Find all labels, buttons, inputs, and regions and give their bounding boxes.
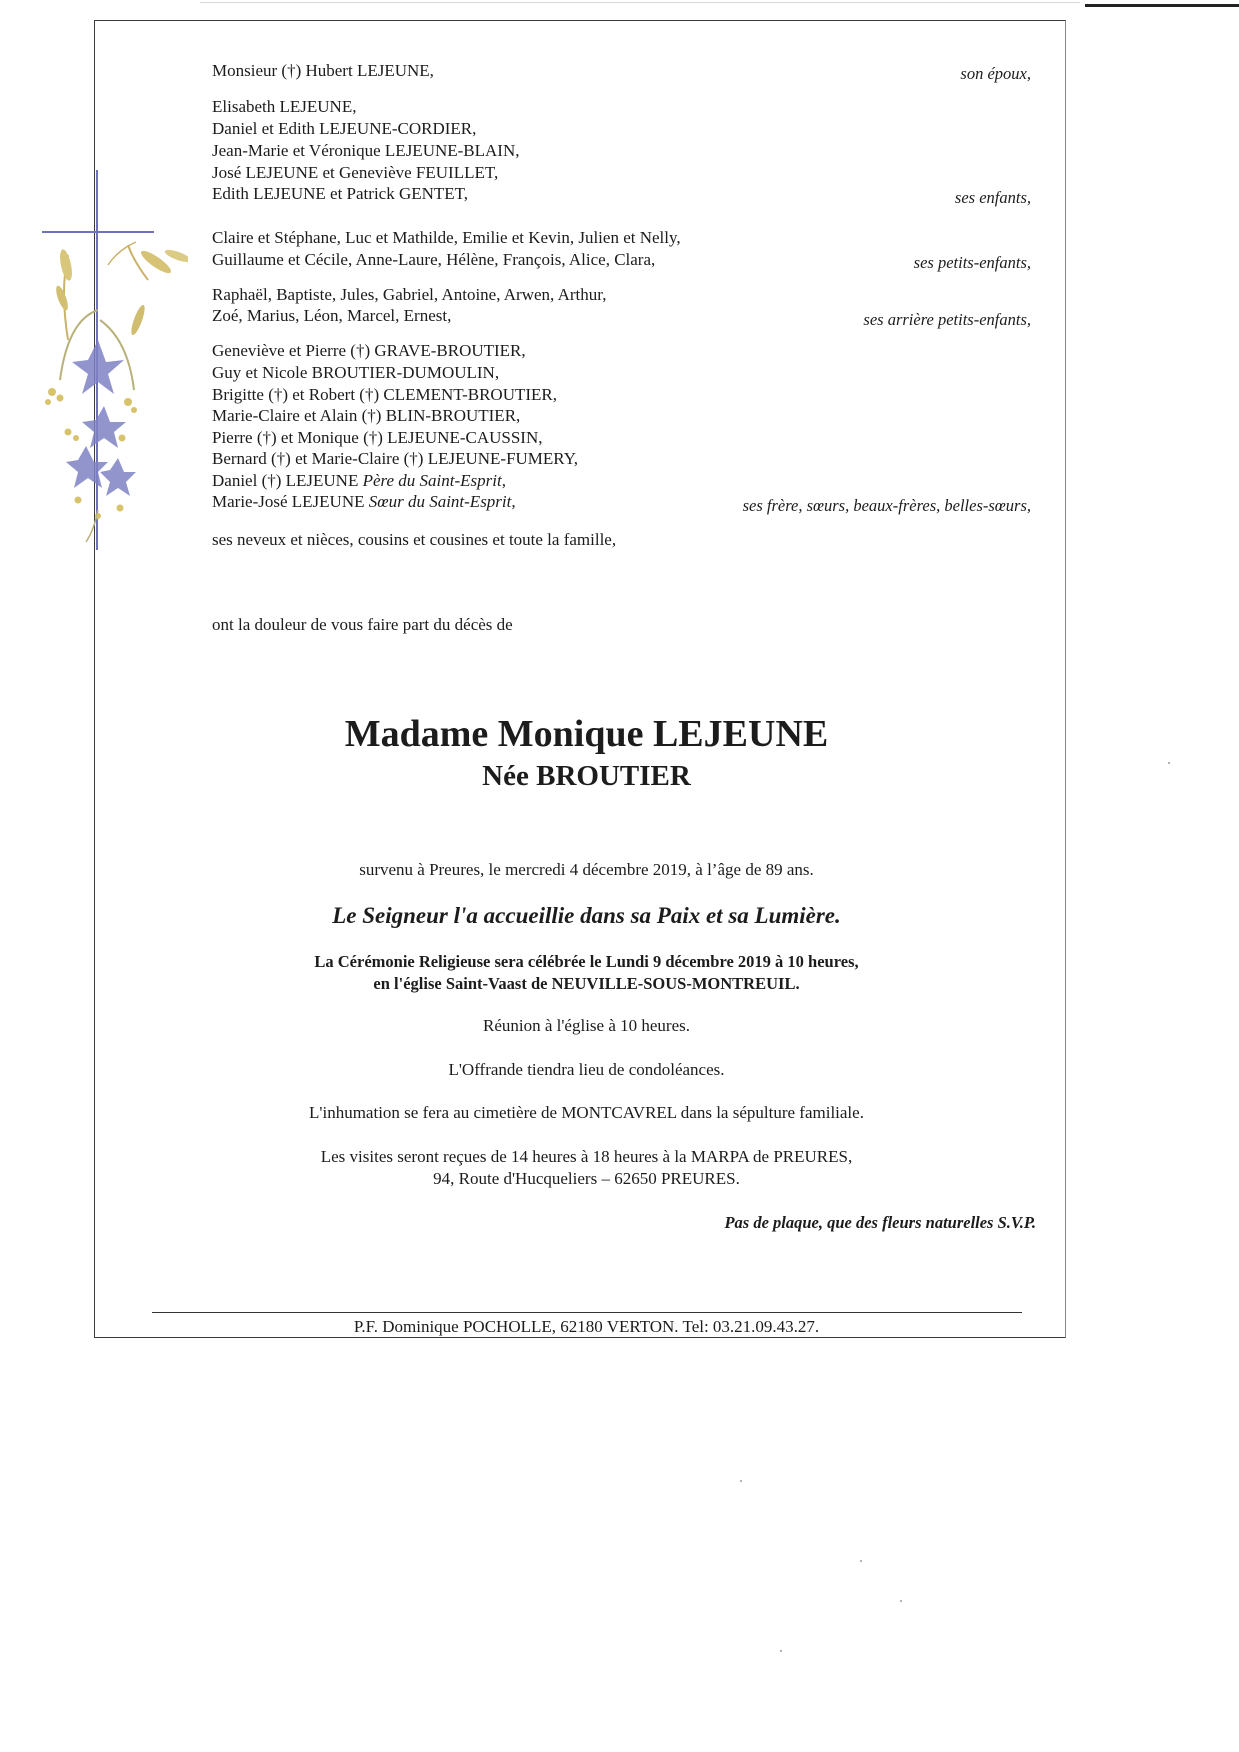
grandchildren-line: Guillaume et Cécile, Anne-Laure, Hélène, François, Alice, Clara, xyxy=(212,250,656,269)
great-grandchildren-line: Zoé, Marius, Léon, Marcel, Ernest, xyxy=(212,306,452,325)
burial-info: L'inhumation se fera au cimetière de MONTCAVREL dans la sépulture familiale. xyxy=(309,1103,864,1122)
grandchildren-label: ses petits-enfants, xyxy=(913,253,1031,272)
sibling-daniel-name: Daniel (†) LEJEUNE xyxy=(212,471,359,490)
sibling-line: Bernard (†) et Marie-Claire (†) LEJEUNE-FUMERY, xyxy=(212,449,579,468)
scan-speck xyxy=(780,1650,782,1652)
scan-speck xyxy=(740,1480,742,1482)
visits-line: Les visites seront reçues de 14 heures à 18 heures à la MARPA de PREURES, xyxy=(320,1147,853,1166)
children-label: ses enfants, xyxy=(954,188,1031,207)
scan-edge-line xyxy=(200,2,1080,3)
scan-speck xyxy=(1168,762,1170,764)
child-line: Elisabeth LEJEUNE, xyxy=(212,97,357,116)
grandchildren-line: Claire et Stéphane, Luc et Mathilde, Emilie et Kevin, Julien et Nelly, xyxy=(212,228,681,247)
obituary-card xyxy=(94,20,1066,1338)
deceased-maiden-name: Née BROUTIER xyxy=(482,760,691,792)
sibling-line: Geneviève et Pierre (†) GRAVE-BROUTIER, xyxy=(212,341,526,360)
great-grandchildren-line: Raphaël, Baptiste, Jules, Gabriel, Antoine, Arwen, Arthur, xyxy=(212,285,607,304)
child-line: Daniel et Edith LEJEUNE-CORDIER, xyxy=(212,119,477,138)
sibling-line-mariejose xyxy=(212,491,516,513)
flowers-note: Pas de plaque, que des fleurs naturelles S.V.P. xyxy=(724,1213,1036,1232)
sibling-line: Pierre (†) et Monique (†) LEJEUNE-CAUSSIN, xyxy=(212,428,543,447)
announcement-line: ont la douleur de vous faire part du décès de xyxy=(212,615,513,634)
sibling-mariejose-name: Marie-José LEJEUNE xyxy=(212,492,365,511)
child-line: Jean-Marie et Véronique LEJEUNE-BLAIN, xyxy=(212,141,520,160)
meeting-info: Réunion à l'église à 10 heures. xyxy=(482,1016,690,1035)
child-line: Edith LEJEUNE et Patrick GENTET, xyxy=(212,184,469,203)
sibling-line: Marie-Claire et Alain (†) BLIN-BROUTIER, xyxy=(212,406,521,425)
visits-line: 94, Route d'Hucqueliers – 62650 PREURES. xyxy=(433,1169,740,1188)
great-grandchildren-label: ses arrière petits-enfants, xyxy=(863,310,1031,329)
ceremony-line: en l'église Saint-Vaast de NEUVILLE-SOUS-MONTREUIL. xyxy=(373,974,800,993)
sibling-line: Guy et Nicole BROUTIER-DUMOULIN, xyxy=(212,363,500,382)
death-details: survenu à Preures, le mercredi 4 décembre 2019, à l’âge de 89 ans. xyxy=(359,860,814,879)
sibling-line: Brigitte (†) et Robert (†) CLEMENT-BROUTIER, xyxy=(212,385,557,404)
sibling-mariejose-title: Sœur du Saint-Esprit, xyxy=(368,492,516,511)
faith-phrase: Le Seigneur l'a accueillie dans sa Paix et sa Lumière. xyxy=(332,903,841,928)
scan-speck xyxy=(860,1560,862,1562)
funeral-home-footer: P.F. Dominique POCHOLLE, 62180 VERTON. Tel: 03.21.09.43.27. xyxy=(353,1317,820,1336)
deceased-name: Madame Monique LEJEUNE xyxy=(344,713,829,755)
scan-edge-mark xyxy=(1085,4,1239,7)
spouse-line: Monsieur (†) Hubert LEJEUNE, xyxy=(212,61,434,80)
spouse-label: son époux, xyxy=(960,64,1031,83)
offering-info: L'Offrande tiendra lieu de condoléances. xyxy=(448,1060,725,1079)
cross-flower-decoration-icon xyxy=(38,170,188,555)
siblings-label: ses frère, sœurs, beaux-frères, belles-sœurs, xyxy=(742,496,1031,515)
scan-speck xyxy=(900,1600,902,1602)
sibling-line-daniel xyxy=(212,470,506,492)
ceremony-line: La Cérémonie Religieuse sera célébrée le Lundi 9 décembre 2019 à 10 heures, xyxy=(314,952,859,971)
child-line: José LEJEUNE et Geneviève FEUILLET, xyxy=(212,163,499,182)
footer-divider xyxy=(152,1312,1022,1313)
sibling-daniel-title: Père du Saint-Esprit, xyxy=(362,471,506,490)
extended-family-line: ses neveux et nièces, cousins et cousines et toute la famille, xyxy=(212,530,617,549)
